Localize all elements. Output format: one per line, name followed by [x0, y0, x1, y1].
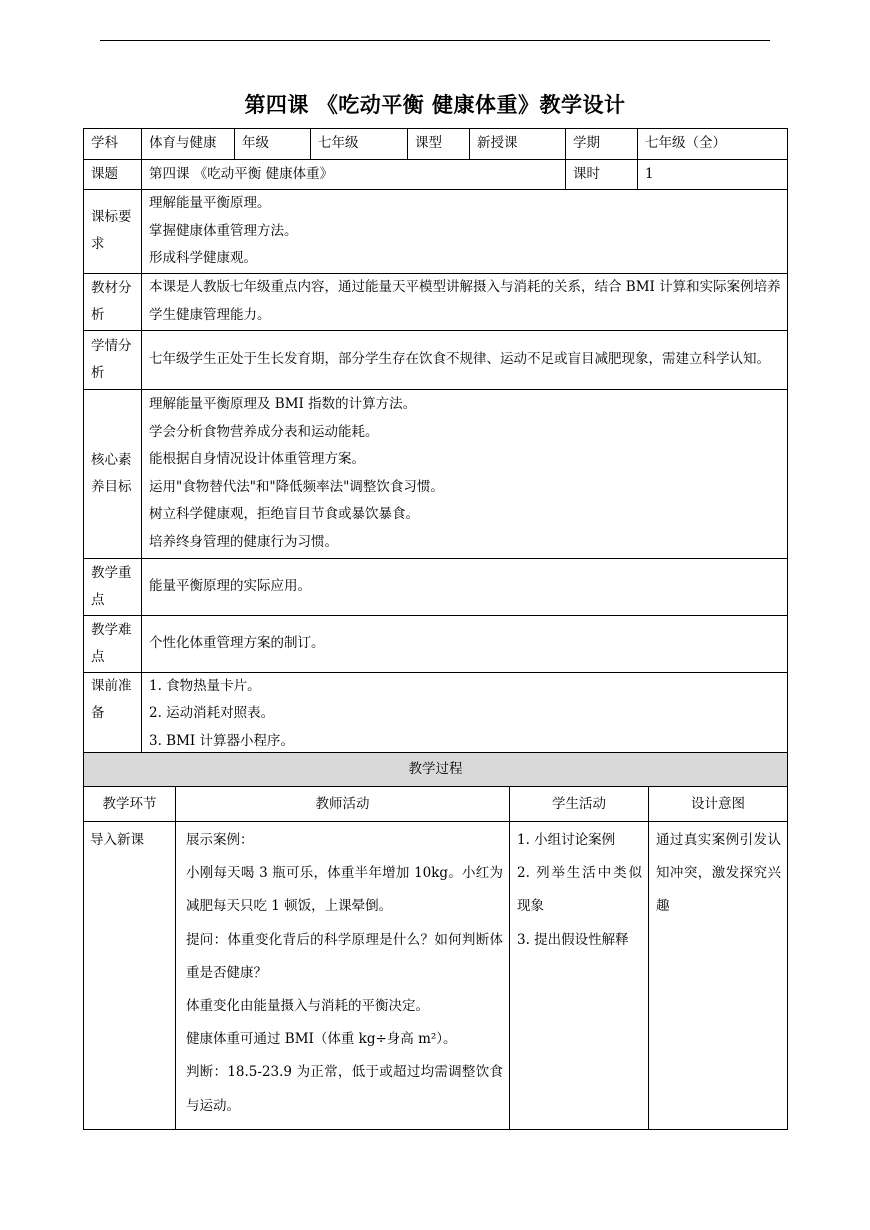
goal-item: 学会分析食物营养成分表和运动能耗。 [149, 423, 379, 440]
grade-value: 七年级 [311, 129, 408, 160]
topic-value: 第四课 《吃动平衡 健康体重》 [142, 160, 566, 190]
goal-item: 运用"食物替代法"和"降低频率法"调整饮食习惯。 [149, 478, 444, 495]
prep-label: 课前准备 [84, 672, 142, 756]
standards-item: 形成科学健康观。 [149, 250, 257, 266]
prep-item: 3. BMI 计算器小程序。 [149, 732, 295, 749]
standards-cell [142, 190, 788, 274]
column-header-student: 学生活动 [510, 787, 649, 822]
lesson-info-table [83, 128, 788, 756]
process-header: 教学过程 [84, 753, 788, 787]
focus-label: 教学重点 [84, 558, 142, 615]
grade-label: 年级 [235, 129, 311, 160]
hours-label: 课时 [566, 160, 638, 190]
hours-value: 1 [638, 160, 788, 190]
subject-label: 学科 [84, 129, 142, 160]
teacher-activity-line: 展示案例： [186, 832, 254, 848]
term-label: 学期 [566, 129, 638, 160]
standards-label: 课标要求 [84, 190, 142, 274]
type-value: 新授课 [470, 129, 566, 160]
column-header-stage: 教学环节 [84, 787, 176, 822]
teacher-activity-line: 判断：18.5-23.9 为正常，低于或超过均需调整饮食与运动。 [186, 1064, 503, 1114]
topic-label: 课题 [84, 160, 142, 190]
teacher-activity-line: 提问：体重变化背后的科学原理是什么？如何判断体重是否健康？ [186, 931, 503, 981]
goal-item: 树立科学健康观，拒绝盲目节食或暴饮暴食。 [149, 506, 419, 522]
type-label: 课型 [408, 129, 470, 160]
subject-value: 体育与健康 [142, 129, 235, 160]
goals-label: 核心素养目标 [84, 389, 142, 558]
material-label: 教材分析 [84, 273, 142, 330]
stage-cell: 导入新课 [84, 822, 176, 1130]
difficulty-label: 教学难点 [84, 615, 142, 672]
student-activity-line: 2. 列举生活中类似现象 [517, 865, 642, 915]
column-header-intent: 设计意图 [649, 787, 788, 822]
teacher-activity-line: 体重变化由能量摄入与消耗的平衡决定。 [186, 998, 429, 1015]
learner-text: 七年级学生正处于生长发育期，部分学生存在饮食不规律、运动不足或盲目减肥现象，需建立科学认知。 [142, 330, 788, 389]
header-rule [100, 40, 770, 41]
difficulty-text: 个性化体重管理方案的制订。 [142, 615, 788, 672]
teacher-activity-line: 健康体重可通过 BMI（体重 kg÷身高 m²）。 [186, 1031, 457, 1048]
term-value: 七年级（全） [638, 129, 788, 160]
teacher-activity-line: 小刚每天喝 3 瓶可乐，体重半年增加 10kg。小红为减肥每天只吃 1 顿饭，上课晕倒。 [186, 865, 503, 915]
standards-item: 理解能量平衡原理。 [149, 195, 271, 211]
learner-label: 学情分析 [84, 330, 142, 389]
standards-item: 掌握健康体重管理方法。 [149, 222, 298, 239]
student-activity-line: 1. 小组讨论案例 [517, 832, 616, 848]
page-title: 第四课 《吃动平衡 健康体重》教学设计 [244, 93, 626, 117]
goals-cell [142, 389, 788, 558]
column-header-teacher: 教师活动 [176, 787, 510, 822]
design-intent-cell: 通过真实案例引发认知冲突，激发探究兴趣 [649, 822, 788, 1130]
student-activity-line: 3. 提出假设性解释 [517, 931, 629, 948]
prep-item: 1. 食物热量卡片。 [149, 677, 261, 694]
prep-item: 2. 运动消耗对照表。 [149, 705, 275, 721]
student-activity-cell [510, 822, 649, 1130]
prep-cell [142, 672, 788, 756]
material-text: 本课是人教版七年级重点内容，通过能量天平模型讲解摄入与消耗的关系，结合 BMI 计算和实际案例培养学生健康管理能力。 [142, 273, 788, 330]
goal-item: 理解能量平衡原理及 BMI 指数的计算方法。 [149, 396, 417, 412]
teaching-process-table [83, 752, 788, 1130]
goal-item: 能根据自身情况设计体重管理方案。 [149, 451, 365, 467]
teacher-activity-cell [176, 822, 510, 1130]
focus-text: 能量平衡原理的实际应用。 [142, 558, 788, 615]
goal-item: 培养终身管理的健康行为习惯。 [149, 533, 338, 550]
